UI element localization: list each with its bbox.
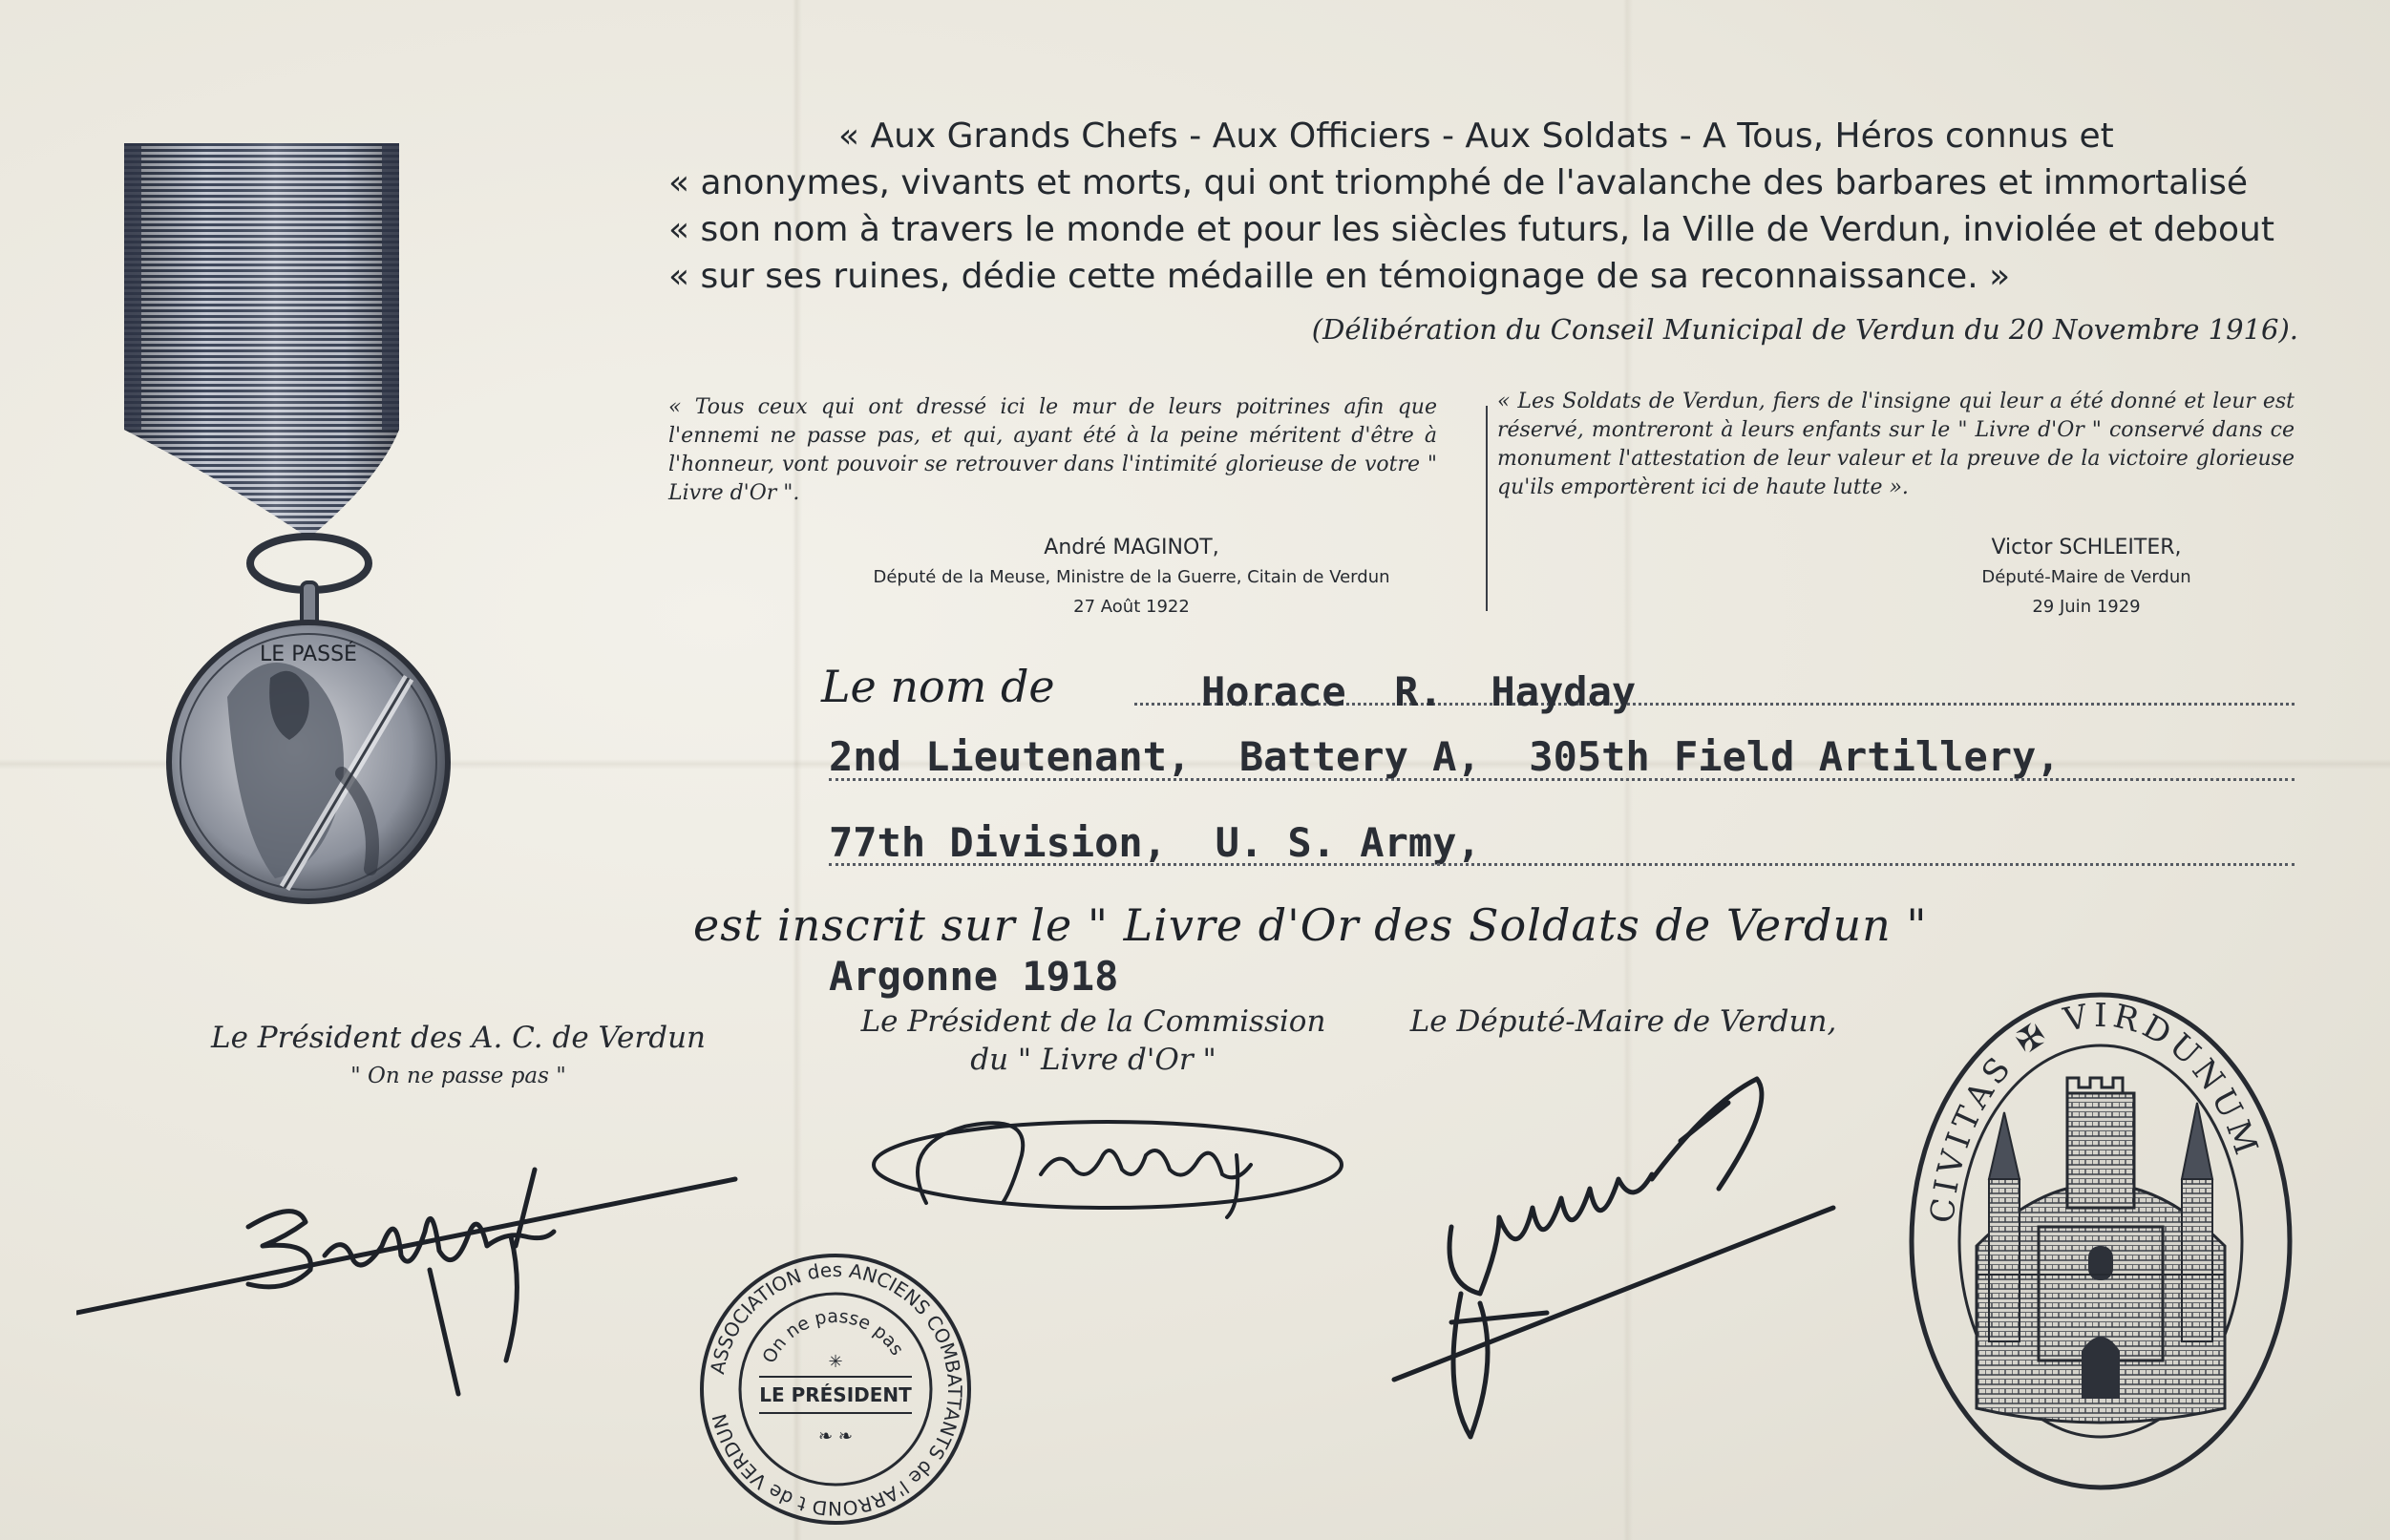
- name-label: Le nom de: [821, 661, 1055, 712]
- deliberation-note: (Délibération du Conseil Municipal de Verdun du 20 Novembre 1916).: [1311, 313, 2298, 346]
- recipient-name: Horace R. Hayday: [1201, 668, 1637, 715]
- dedication-line: « sur ses ruines, dédie cette médaille en témoignage de sa reconnaissance. »: [668, 257, 2011, 296]
- schleiter-name: Victor SCHLEITER,: [1991, 536, 2182, 559]
- ac-president-motto: " On ne passe pas ": [350, 1064, 566, 1088]
- ac-president-title: Le Président des A. C. de Verdun: [211, 1021, 706, 1055]
- dotted-line: [829, 863, 2295, 866]
- stamp-outer-text: ASSOCIATION des ANCIENS COMBATTANTS de l'ARROND t de VERDUN: [706, 1257, 967, 1521]
- verdun-medal-illustration: [122, 143, 466, 926]
- stamp-motto: On ne passe pas: [758, 1305, 908, 1367]
- schleiter-attribution: [1900, 533, 2273, 622]
- livre-dor-inscription: est inscrit sur le " Livre d'Or des Soldats de Verdun ": [693, 899, 1928, 951]
- ac-president-signature: [76, 1141, 764, 1399]
- dedication-text: [668, 113, 2301, 300]
- commission-subtitle: du " Livre d'Or ": [970, 1043, 1216, 1077]
- schleiter-date: 29 Juin 1929: [2032, 597, 2141, 617]
- medal-inscription: LE PASSÉ: [260, 643, 357, 666]
- recipient-division: 77th Division, U. S. Army,: [829, 819, 1481, 866]
- maginot-date: 27 Août 1922: [1073, 597, 1190, 617]
- maginot-quote: « Tous ceux qui ont dressé ici le mur de leurs poitrines afin que l'ennemi ne passe pas, et qui, ayant été à la peine méritent d'être à l'honneur, vont pouvoir se retrouver dans l'intimité glorieuse de votre " Livre d'Or ".: [668, 395, 1437, 505]
- stamp-center-text: LE PRÉSIDENT: [759, 1383, 912, 1406]
- dedication-line: « son nom à travers le monde et pour les siècles futurs, la Ville de Verdun, inviolée et debout: [668, 210, 2274, 249]
- svg-text:✳: ✳: [828, 1352, 843, 1372]
- depute-maire-heading: Le Député-Maire de Verdun,: [1409, 1004, 1837, 1039]
- recipient-rank-unit: 2nd Lieutenant, Battery A, 305th Field Artillery,: [829, 733, 2061, 780]
- dedication-line: « anonymes, vivants et morts, qui ont triomphé de l'avalanche des barbares et immortalisé: [668, 163, 2249, 202]
- maginot-title: Député de la Meuse, Ministre de la Guerre, Citain de Verdun: [873, 567, 1390, 587]
- seal-legend: CIVITAS ✠ VIRDUNUM: [1923, 996, 2267, 1225]
- ac-president-heading: [162, 1019, 754, 1095]
- commission-president-heading: [831, 1002, 1356, 1079]
- schleiter-quote: « Les Soldats de Verdun, fiers de l'insigne qui leur a été donné et leur est réservé, montreront à leurs enfants sur le " Livre d'Or " conservé dans ce monument l'attestation de leur valeur et la preuve de la victoire glorieuse qu'ils emportèrent ici de haute lutte ».: [1497, 390, 2295, 499]
- dotted-line: [829, 778, 2295, 781]
- svg-text:❧ ❧: ❧ ❧: [818, 1426, 853, 1446]
- dedication-line: « Aux Grands Chefs - Aux Officiers - Aux Soldats - A Tous, Héros connus et: [838, 116, 2114, 156]
- maginot-name: André MAGINOT,: [1044, 536, 1219, 559]
- maginot-attribution: [802, 533, 1461, 622]
- association-stamp: [697, 1251, 974, 1528]
- commission-president-signature: [859, 1088, 1356, 1222]
- column-divider: [1486, 406, 1488, 611]
- battle-note: Argonne 1918: [829, 953, 1119, 1000]
- schleiter-title: Député-Maire de Verdun: [1981, 567, 2191, 587]
- commission-title: Le Président de la Commission: [860, 1004, 1326, 1039]
- verdun-city-seal: [1905, 988, 2296, 1494]
- depute-maire-signature: [1375, 1074, 1872, 1446]
